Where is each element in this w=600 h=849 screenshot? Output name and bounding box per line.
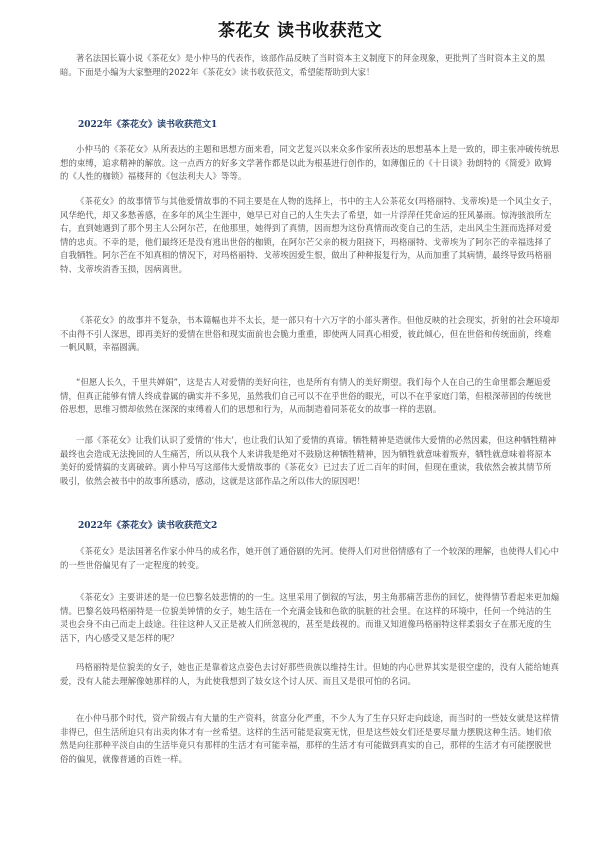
intro-paragraph: 著名法国长篇小说《茶花女》是小仲马的代表作，该部作品反映了当时资本主义制度下的拜金现象，更批判了当时资本主义的黑暗。下面是小编为大家整理的2022年《茶花女》读书收获范文，希望能帮助到大家！ xyxy=(60,53,545,77)
section-1-paragraph-4: “但愿人长久，千里共婵娟”，这是古人对爱情的美好向往，也是所有有情人的美好期望。我们每个人在自己的生命里都会邂逅爱情，但真正能够有情人终成眷属的确实并不多见，虽然我们自己可以不在乎世俗的眼光，可以不在乎家庭门第，但根深蒂固的传统世俗思想，思维习惯却依然在深深的束缚着人们的思想和行为，从而制造着同茶花女的故事一样的悲剧。 xyxy=(60,377,552,415)
section-1-paragraph-5: 一部《茶花女》让我们认识了爱情的‘伟大’，也让我们认知了爱情的真谛。牺牲精神是造就伟大爱情的必然因素，但这种牺牲精神最终也会造成无法挽回的人生痛苦，所以从我个人来讲我是绝对不鼓励这种牺牲精神，因为牺牲就意味着叛弃，牺牲就意味着将原本美好的爱情搞的支离破碎。离小仲马写这部伟大爱情故事的《茶花女》已过去了近二百年的时间，但现在重读，我依然会被其情节所吸引，依然会被书中的故事所感动，感动，这就是这部作品之所以伟大的原因吧！ xyxy=(60,435,557,486)
section-1-paragraph-1: 小仲马的《茶花女》从所表达的主题和思想方面来看，同文艺复兴以来众多作家所表达的思想基本上是一致的，即主张冲破传统思想的束缚，追求精神的解放。这一点西方的好多文学著作都是以此为根基进行创作的，如薄伽丘的《十日谈》勃朗特的《简爱》欧姆的《人性的枷锁》福楼拜的《包法利夫人》等等。 xyxy=(60,144,560,182)
section-2-paragraph-3: 玛格丽特是位貌美的女子，她也正是靠着这点姿色去讨好那些贵族以维持生计。但她的内心世界其实是很空虚的，没有人能给她真爱，没有人能去理解像她那样的人，为此使我想到了妓女这个讨人厌、而且又是很可怕的名词。 xyxy=(60,662,560,686)
section-1-paragraph-2: 《茶花女》的故事情节与其他爱情故事的不同主要是在人物的选择上，书中的主人公茶花女(玛格丽特、戈蒂埃)是一个风尘女子，风华绝代，却又多愁善感，在多年的风尘生涯中，她早已对自己的人生失去了希望，如一片浮萍任凭命运的狂风暴雨。惊涛骇浪所左右，直到她遇到了那个男主人公阿尔芒，在他那里，她得到了真情，因而想为这份真情而改变自己的生活，走出风尘生涯而选择对爱情的忠贞。不幸的是，他们最终还是没有逃出世俗的枷锁，在阿尔芒父亲的极力阻挠下，玛格丽特、戈蒂埃为了阿尔芒的幸福选择了自我牺牲。阿尔芒在不知真相的情况下，对玛格丽特、戈蒂埃因爱生恨，做出了种种报复行为，从而加重了其病情，最终导致玛格丽特、戈蒂埃消香玉损，因病离世。 xyxy=(60,196,558,274)
section-2-paragraph-4: 在小仲马那个时代，资产阶级占有大量的生产资料，贫富分化严重，不少人为了生存只好走向歧途，而当时的一些妓女就是这样情非得已，但生活所迫只有出卖肉体才有一丝希望。这样的生活可能是寂寞无忧，但是这些妓女们还是要尽量力摆脱这种生活。她们依然是向往那种平淡自由的生活毕竟只有那样的生活才有可能幸福，那样的生活才有可能做到真实的自己，那样的生活才有可能摆脱世俗的偏见，就像普通的百姓一样。 xyxy=(60,713,560,764)
section-heading-1: 2022年《茶花女》读书收获范文1 xyxy=(78,120,218,130)
section-2-paragraph-1: 《茶花女》是法国著名作家小仲马的成名作，她开创了通俗剧的先河。使得人们对世俗情感有了一个较深的理解，也使得人们心中的一些世俗偏见有了一定程度的转变。 xyxy=(60,546,560,570)
section-2-paragraph-2: 《茶花女》主要讲述的是一位巴黎名妓悲情的的一生。这里采用了倒叙的写法，男主角那痛苦悲伤的回忆，使得情节看起来更加煽情。巴黎名妓玛格丽特是一位貌美钟情的女子，她生活在一个充满金钱和色欲的肮脏的社会里。在这样的环境中，任何一个纯洁的生灵也会身不由己而走上歧途。往往这种人又正是被人们所忽视的，甚至是歧视的。而谁又知道像玛格丽特这样柔弱女子在那无度的生活下，内心感受又是怎样的呢？ xyxy=(60,592,560,643)
section-heading-2: 2022年《茶花女》读书收获范文2 xyxy=(78,521,218,531)
page-title: 茶花女 读书收获范文 xyxy=(218,21,382,41)
section-1-paragraph-3: 《茶花女》的故事并不复杂，书本篇幅也并不太长，是一部只有十六万字的小部头著作。但他反映的社会现实，折射的社会环境却不由得不引人深思，即再美好的爱情在世俗和现实面前也会脆力重重，即使两人同真心相爱，彼此倾心，但在世俗和传统面前，终难一帆风顺，幸福圆满。 xyxy=(60,315,560,353)
